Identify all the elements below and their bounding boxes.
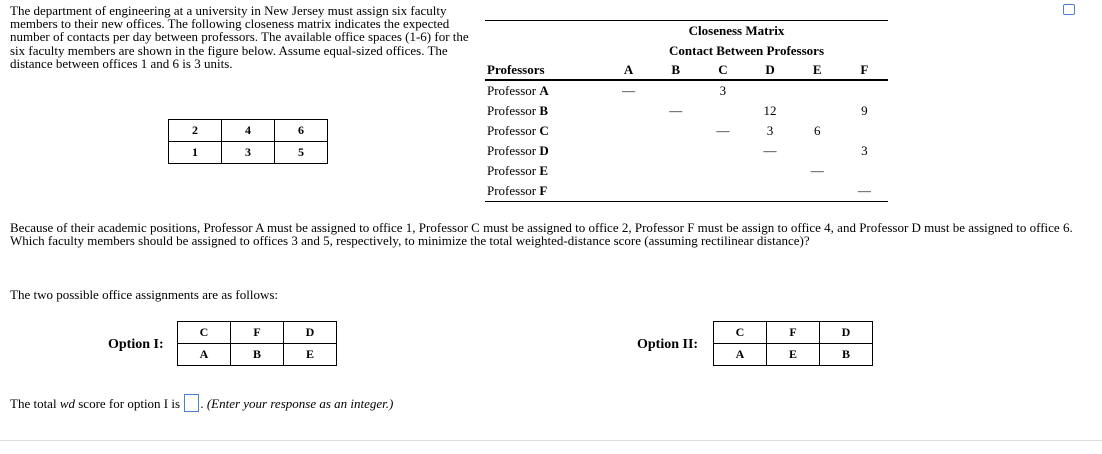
matrix-cell <box>841 80 888 101</box>
matrix-cell <box>794 141 841 161</box>
matrix-cell <box>652 161 699 181</box>
matrix-cell <box>841 121 888 141</box>
question-line <box>10 394 393 412</box>
matrix-cell <box>605 141 652 161</box>
matrix-cell: — <box>857 183 871 198</box>
matrix-cell <box>605 161 652 181</box>
question-text: . <box>200 396 207 411</box>
matrix-cell: — <box>763 143 777 158</box>
problem-paragraph: Because of their academic positions, Professor A must be assigned to office 1, Professor C must be assigned to office 2, Professor F must be assign to office 4, and Professor D must be assigned to office 6. Which faculty members should be assigned to offices 3 and 5, respectively, to minimize the total weighted-distance score (assuming rectilinear distance)? <box>10 220 1073 249</box>
matrix-cell: 9 <box>861 103 868 118</box>
row-prefix: Professor <box>487 143 537 158</box>
matrix-cell <box>699 161 746 181</box>
matrix-cell <box>605 181 652 202</box>
answer-input[interactable] <box>184 394 199 412</box>
row-prefix: Professor <box>487 123 537 138</box>
matrix-row <box>485 161 888 181</box>
col-header: E <box>794 61 841 80</box>
option2-grid <box>713 321 873 366</box>
option-cell: A <box>714 344 767 366</box>
row-header: Professors <box>485 61 605 80</box>
office-layout <box>168 119 328 164</box>
matrix-cell: 3 <box>719 83 727 98</box>
row-name: A <box>539 83 549 98</box>
option-cell: D <box>820 322 873 344</box>
matrix-cell <box>794 80 841 101</box>
option-cell: A <box>178 344 231 366</box>
matrix-cell <box>746 161 793 181</box>
matrix-cell <box>794 181 841 202</box>
row-name: E <box>539 163 549 178</box>
matrix-subtitle: Contact Between Professors <box>669 43 824 58</box>
row-name: C <box>539 123 549 138</box>
matrix-cell: 3 <box>766 123 774 138</box>
col-header: C <box>699 61 746 80</box>
matrix-row <box>485 181 888 202</box>
row-name: B <box>539 103 549 118</box>
office-cell: 1 <box>169 142 222 164</box>
row-prefix: Professor <box>487 163 537 178</box>
office-cell: 4 <box>222 120 275 142</box>
option-cell: F <box>231 322 284 344</box>
row-prefix: Professor <box>487 103 537 118</box>
answer-hint: (Enter your response as an integer.) <box>206 396 394 411</box>
option2-label: Option II: <box>637 337 699 352</box>
row-label <box>485 101 605 121</box>
matrix-cell <box>699 101 746 121</box>
matrix-cell <box>652 181 699 202</box>
matrix-cell <box>841 161 888 181</box>
option1-grid <box>177 321 337 366</box>
matrix-cell: — <box>716 123 730 138</box>
matrix-cell: 3 <box>861 143 868 158</box>
matrix-cell <box>699 141 746 161</box>
col-header: F <box>841 61 888 80</box>
col-header: D <box>746 61 793 80</box>
question-text: The total <box>10 396 60 411</box>
option-cell: C <box>714 322 767 344</box>
expand-icon[interactable] <box>1063 4 1075 15</box>
question-text: score for option I is <box>75 396 184 411</box>
row-label <box>485 181 605 202</box>
option-cell: B <box>231 344 284 366</box>
row-name: F <box>539 183 548 198</box>
matrix-cell: — <box>810 163 824 178</box>
matrix-cell <box>652 141 699 161</box>
row-label <box>485 80 605 101</box>
row-label <box>485 141 605 161</box>
matrix-row <box>485 141 888 161</box>
option-cell: B <box>820 344 873 366</box>
office-cell: 6 <box>275 120 328 142</box>
office-cell: 3 <box>222 142 275 164</box>
matrix-title: Closeness Matrix <box>688 23 785 38</box>
matrix-cell: 6 <box>813 123 821 138</box>
matrix-cell: — <box>622 83 636 98</box>
options-intro: The two possible office assignments are as follows: <box>10 287 279 302</box>
matrix-cell: 12 <box>763 103 777 118</box>
row-prefix: Professor <box>487 183 537 198</box>
option-cell: E <box>767 344 820 366</box>
row-label <box>485 161 605 181</box>
option1-label: Option I: <box>108 337 164 352</box>
matrix-cell <box>699 181 746 202</box>
row-name: D <box>539 143 549 158</box>
closeness-matrix <box>485 20 888 202</box>
matrix-cell <box>652 121 699 141</box>
matrix-cell <box>746 80 793 101</box>
matrix-row <box>485 80 888 101</box>
col-header: B <box>652 61 699 80</box>
matrix-cell <box>605 101 652 121</box>
option-cell: D <box>284 322 337 344</box>
col-header: A <box>605 61 652 80</box>
divider <box>0 440 1102 441</box>
office-cell: 5 <box>275 142 328 164</box>
matrix-cell <box>794 101 841 121</box>
matrix-row <box>485 101 888 121</box>
matrix-cell <box>605 121 652 141</box>
matrix-row <box>485 121 888 141</box>
office-cell: 2 <box>169 120 222 142</box>
matrix-cell <box>652 80 699 101</box>
row-prefix: Professor <box>487 83 537 98</box>
row-label <box>485 121 605 141</box>
option-cell: E <box>284 344 337 366</box>
intro-text: The department of engineering at a university in New Jersey must assign six faculty members to their new offices. The following closeness matrix indicates the expected number of contacts per day between professors. The available office spaces (1-6) for the six faculty members are shown in the figure below. Assume equal-sized offices. The distance between offices 1 and 6 is 3 units. <box>10 3 469 71</box>
matrix-cell: — <box>669 103 683 118</box>
option-cell: F <box>767 322 820 344</box>
option-cell: C <box>178 322 231 344</box>
wd-term: wd <box>59 396 75 411</box>
matrix-cell <box>746 181 793 202</box>
